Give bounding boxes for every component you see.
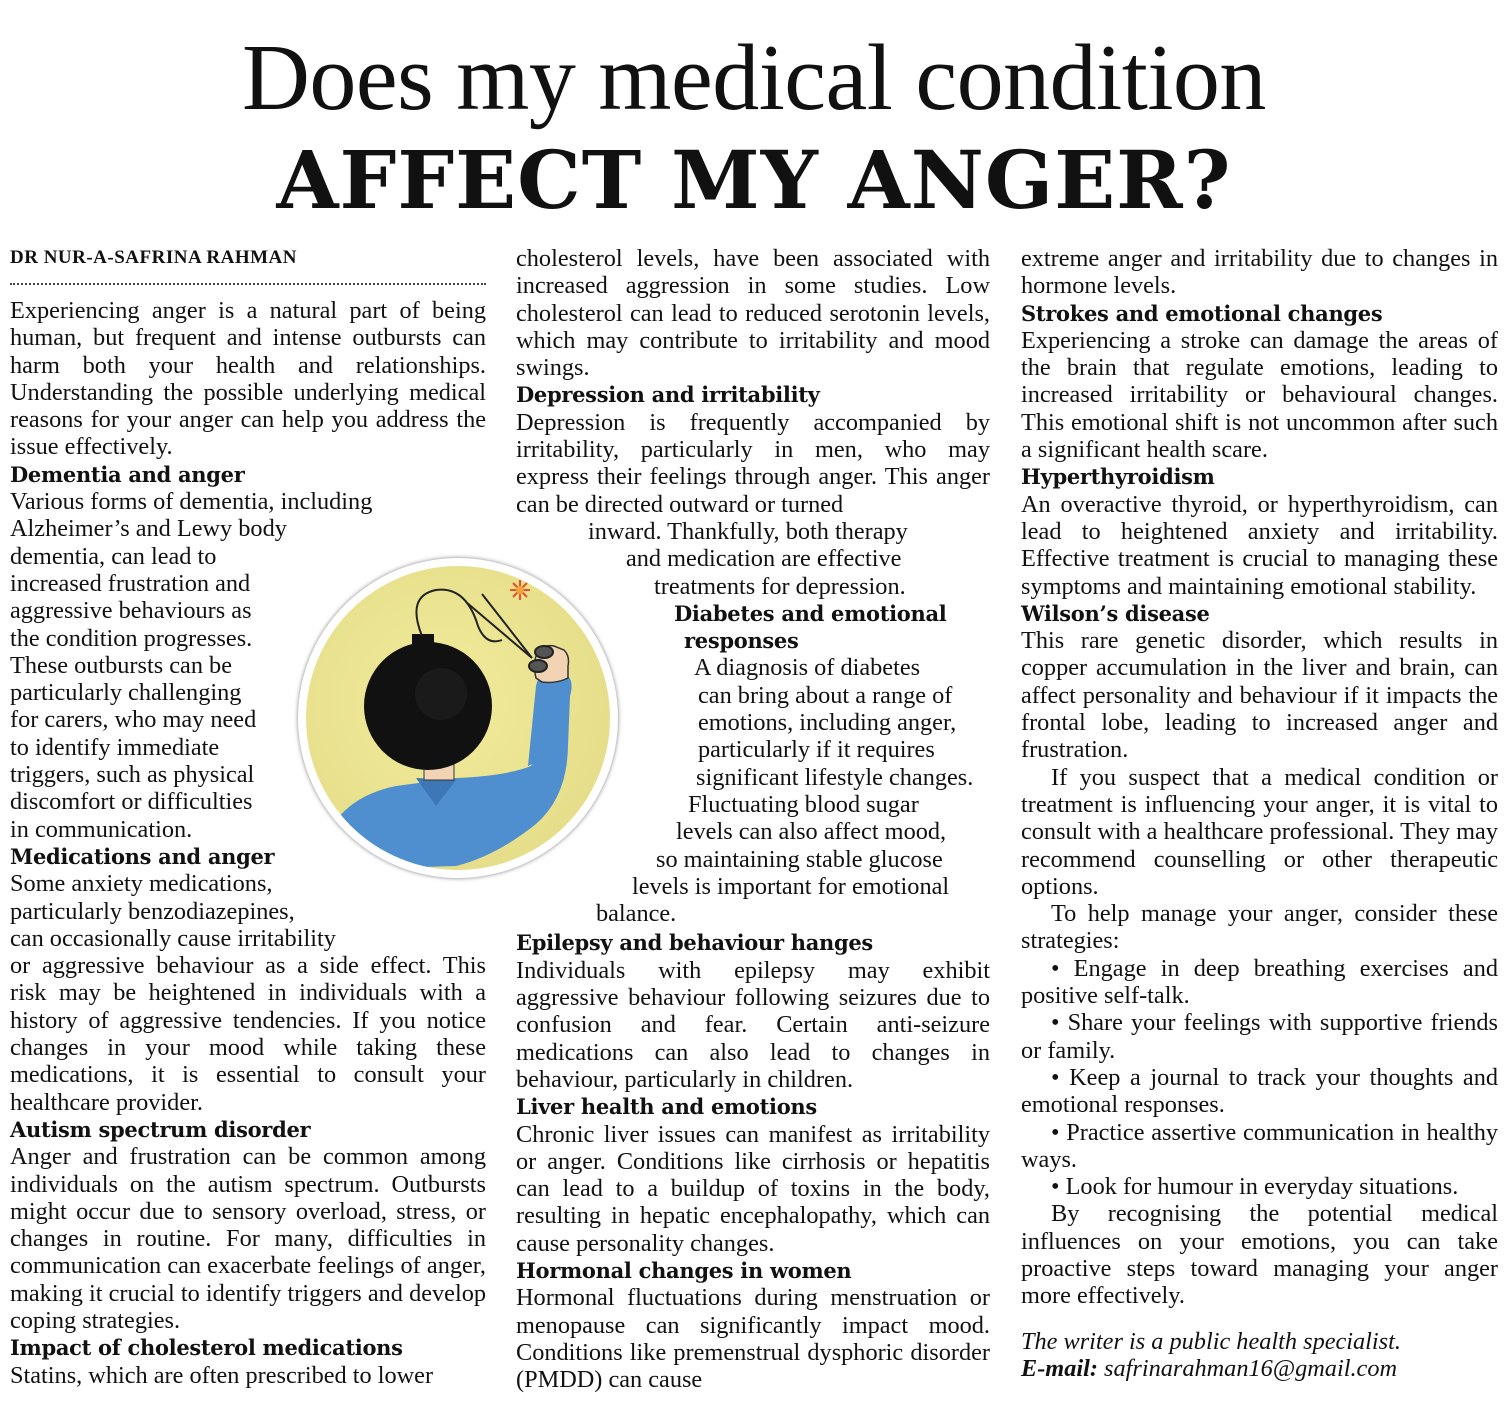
article-column-3 (1021, 245, 1498, 1382)
heading-medications: Medications and anger (10, 843, 275, 869)
heading-strokes: Strokes and emotional changes (1021, 300, 1383, 326)
diabetes-line: Fluctuating blood sugar (688, 790, 919, 818)
byline: DR NUR-A-SAFRINA RAHMAN (10, 247, 297, 268)
diabetes-line: A diagnosis of diabetes (694, 654, 921, 682)
depression-line: treatments for depression. (654, 572, 906, 600)
depression-line: inward. Thankfully, both therapy (588, 517, 908, 545)
dementia-line: discomfort or difficulties (10, 788, 253, 816)
headline-line-1: Does my medical condition (242, 26, 1266, 130)
medications-paragraph: or aggressive behaviour as a side effect. This risk may be heightened in individuals with a history of aggressive tendencies. If you notice changes in your mood while taking these medications, it is essential to consult your healthcare provider. (10, 952, 486, 1116)
heading-epilepsy: Epilepsy and behaviour hanges (516, 930, 873, 956)
heading-dementia: Dementia and anger (10, 461, 245, 487)
spark-icon (510, 580, 530, 600)
epilepsy-paragraph: Individuals with epilepsy may exhibit aggressive behaviour following seizures due to confusion and fear. Certain anti-seizure medications can also lead to changes in behaviour, particularly in children. (516, 956, 990, 1093)
dementia-line: aggressive behaviours as (10, 597, 252, 625)
dementia-line: Alzheimer’s and Lewy body (10, 515, 287, 543)
hyperthyroidism-paragraph: An overactive thyroid, or hyperthyroidism, can lead to heightened anxiety and irritability. Effective treatment is crucial to managing these symptoms and maintaining emotional stability. (1021, 490, 1498, 600)
depression-line: and medication are effective (626, 545, 902, 573)
closing-paragraph: By recognising the potential medical influences on your emotions, you can take proactive steps toward managing your anger more effectively. (1021, 1200, 1498, 1310)
dementia-line: increased frustration and (10, 569, 251, 597)
strategies-intro: To help manage your anger, consider these strategies: (1021, 900, 1498, 955)
dementia-line: Various forms of dementia, including (10, 488, 373, 516)
strategy-bullet: • Practice assertive communication in healthy ways. (1021, 1118, 1498, 1173)
heading-liver: Liver health and emotions (516, 1094, 817, 1120)
intro-paragraph: Experiencing anger is a natural part of being human, but frequent and intense outbursts can harm both your health and relationships. Understanding the possible underlying medical reasons for your anger can help you address the issue effectively. (10, 297, 486, 461)
medications-line: Some anxiety medications, (10, 870, 273, 898)
heading-diabetes-cont: responses (684, 628, 799, 654)
strategy-bullet: • Look for humour in everyday situations. (1051, 1173, 1459, 1201)
writer-email-line (1021, 1355, 1498, 1382)
bomb-illustration (298, 558, 618, 878)
diabetes-line: particularly if it requires (698, 736, 935, 764)
dementia-line: particularly challenging (10, 679, 242, 707)
dementia-line: These outbursts can be (10, 651, 232, 679)
depression-paragraph: Depression is frequently accompanied by irritability, particularly in men, who may express their feelings through anger. This anger can be directed outward or turned (516, 408, 990, 518)
medications-line: can occasionally cause irritability (10, 924, 336, 952)
diabetes-line: levels can also affect mood, (676, 818, 947, 846)
dementia-line: for carers, who may need (10, 706, 257, 734)
headline-line-2: AFFECT MY ANGER? (276, 133, 1232, 227)
email-address[interactable]: safrinarahman16@gmail.com (1104, 1354, 1398, 1382)
cholesterol-paragraph-start: Statins, which are often prescribed to lower (10, 1361, 434, 1389)
hormonal-paragraph: Hormonal fluctuations during menstruation or menopause can significantly impact mood. Conditions like premenstrual dysphoric disorder (PMDD) can cause (516, 1284, 990, 1394)
strategy-bullet: • Keep a journal to track your thoughts and emotional responses. (1021, 1063, 1498, 1119)
cholesterol-paragraph-cont: cholesterol levels, have been associated with increased aggression in some studies. Low cholesterol can lead to reduced serotonin levels, which may contribute to irritability and mood swings. (516, 245, 990, 382)
heading-cholesterol: Impact of cholesterol medications (10, 1335, 403, 1361)
hormonal-paragraph-cont: extreme anger and irritability due to changes in hormone levels. (1021, 245, 1498, 300)
dementia-line: in communication. (10, 815, 193, 843)
wilson-paragraph: This rare genetic disorder, which results in copper accumulation in the liver and brain, can affect personality and behaviour if it impacts the frontal lobe, leading to increased anger and frustration. (1021, 627, 1498, 764)
diabetes-line: emotions, including anger, (698, 709, 957, 737)
heading-hormonal: Hormonal changes in women (516, 1257, 852, 1283)
strategy-bullet: • Share your feelings with supportive friends or family. (1021, 1009, 1498, 1064)
email-label: E-mail: (1021, 1354, 1098, 1382)
dementia-line: triggers, such as physical (10, 761, 255, 789)
dementia-line: to identify immediate (10, 733, 220, 761)
suspect-paragraph: If you suspect that a medical condition or treatment is influencing your anger, it is vital to consult with a healthcare professional. They may recommend counselling or other therapeutic options. (1021, 763, 1498, 900)
illustration-art (306, 566, 610, 870)
diabetes-line: so maintaining stable glucose (656, 845, 943, 873)
diabetes-line: balance. (596, 900, 677, 928)
heading-depression: Depression and irritability (516, 382, 820, 408)
strategy-bullet: • Engage in deep breathing exercises and positive self-talk. (1021, 954, 1498, 1010)
writer-credit: The writer is a public health specialist. (1021, 1327, 1401, 1355)
dementia-line: the condition progresses. (10, 624, 253, 652)
dementia-line: dementia, can lead to (10, 542, 217, 570)
heading-wilson: Wilson’s disease (1021, 600, 1210, 626)
autism-paragraph: Anger and frustration can be common among individuals on the autism spectrum. Outbursts might occur due to sensory overload, stress, or changes in routine. For many, difficulties in communication can exacerbate feelings of anger, making it crucial to identify triggers and develop coping strategies. (10, 1143, 486, 1334)
diabetes-line: levels is important for emotional (632, 872, 950, 900)
strokes-paragraph: Experiencing a stroke can damage the areas of the brain that regulate emotions, leading to increased irritability or behavioural changes. This emotional shift is not uncommon after such a significant health scare. (1021, 326, 1498, 464)
byline-divider (10, 283, 486, 285)
heading-hyperthyroidism: Hyperthyroidism (1021, 464, 1215, 490)
diabetes-line: can bring about a range of (698, 681, 953, 709)
heading-diabetes: Diabetes and emotional (674, 600, 947, 626)
medications-line: particularly benzodiazepines, (10, 897, 295, 925)
heading-autism: Autism spectrum disorder (10, 1116, 311, 1142)
liver-paragraph: Chronic liver issues can manifest as irritability or anger. Conditions like cirrhosis or hepatitis can lead to a buildup of toxins in the body, resulting in hepatic encephalopathy, which can cause personality changes. (516, 1120, 990, 1257)
diabetes-line: significant lifestyle changes. (696, 763, 974, 791)
